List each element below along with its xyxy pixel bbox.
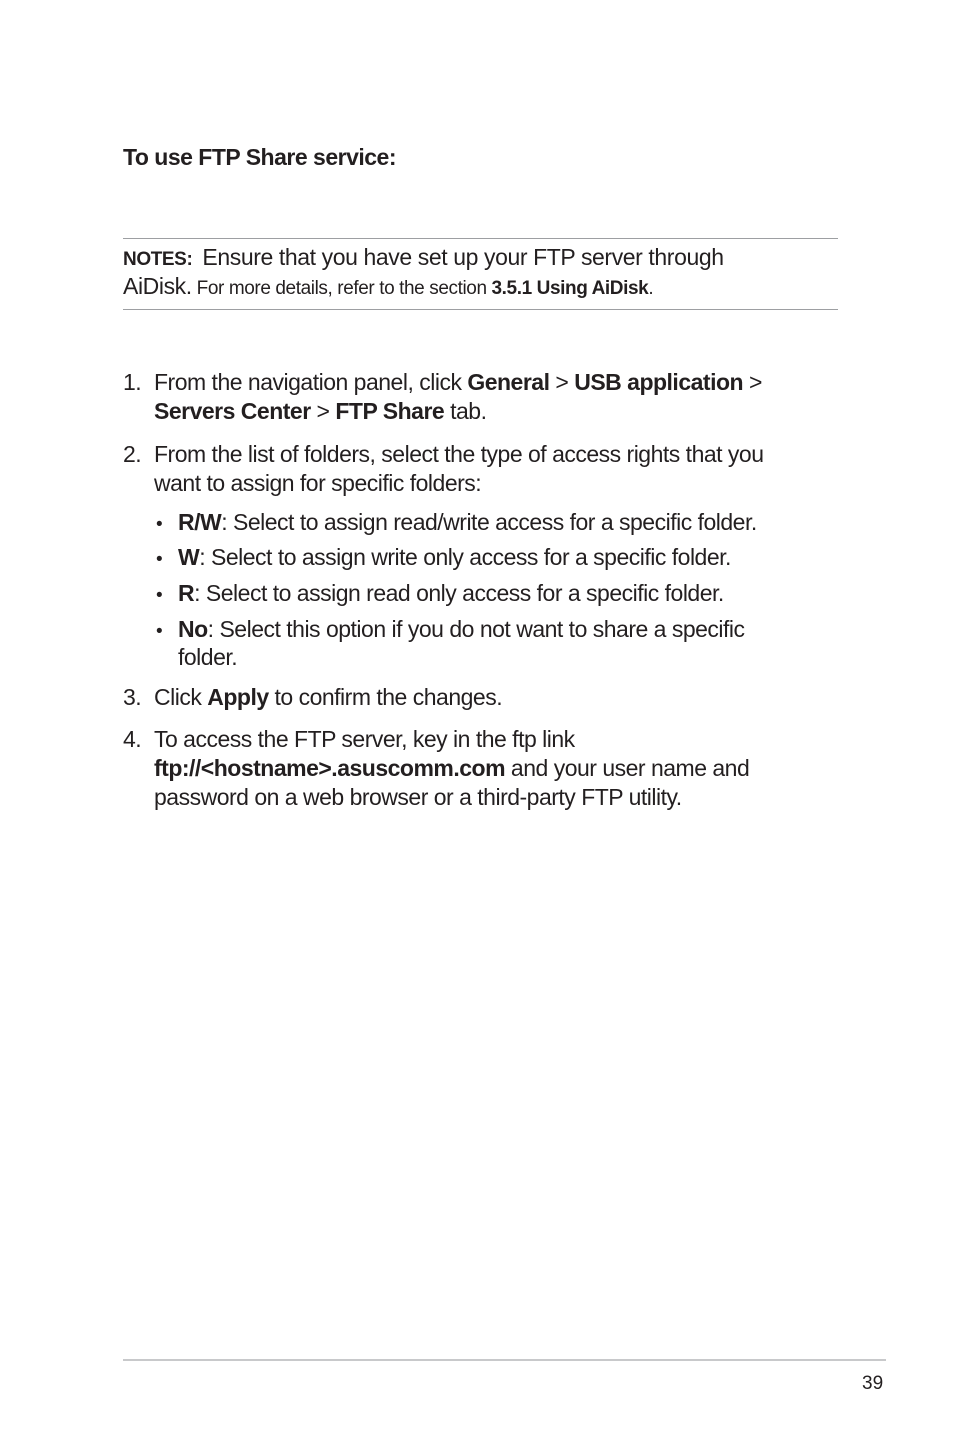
notes-section-ref: 3.5.1 Using AiDisk	[491, 278, 649, 299]
bullet-rw	[178, 509, 757, 536]
notes-text-end: .	[648, 278, 654, 299]
notes-line-1	[123, 244, 724, 271]
bullet-r-term: R	[178, 580, 195, 606]
footer-rule	[123, 1359, 886, 1361]
bullet-r-text: : Select to assign read only access for a specific folder.	[194, 580, 724, 606]
step-2-line-1: From the list of folders, select the type of access rights that you	[154, 441, 764, 467]
step-3-apply: Apply	[207, 684, 269, 710]
notes-box	[123, 238, 838, 310]
step-2-line-2: want to assign for specific folders:	[154, 470, 482, 496]
bullet-rw-text: : Select to assign read/write access for a specific folder.	[221, 509, 757, 535]
step-1-number: 1.	[123, 369, 142, 395]
notes-text-small: For more details, refer to the section	[191, 278, 492, 299]
step-1-line-1	[154, 369, 762, 396]
step-1-tab: tab.	[444, 398, 487, 424]
bullet-w-text: : Select to assign write only access for a specific folder.	[199, 544, 731, 570]
bullet-rw-mark: •	[156, 514, 163, 535]
step-2-number: 2.	[123, 441, 142, 467]
bullet-rw-term: R/W	[178, 509, 222, 535]
bullet-no-mark: •	[156, 621, 163, 642]
step-4-line-3: password on a web browser or a third-party FTP utility.	[154, 784, 682, 810]
step-1-servers-center: Servers Center	[154, 398, 311, 424]
step-4-text-2: and your user name and	[505, 755, 750, 781]
bullet-no-term: No	[178, 616, 208, 642]
step-4-line-2	[154, 755, 749, 782]
step-1-text: From the navigation panel, click	[154, 369, 468, 395]
notes-text-1: Ensure that you have set up your FTP server through	[202, 244, 724, 270]
bullet-w-term: W	[178, 544, 200, 570]
step-1-sep-2: >	[743, 369, 762, 395]
step-1-sep: >	[549, 369, 575, 395]
notes-text-2: AiDisk.	[123, 273, 192, 299]
page-number: 39	[862, 1373, 884, 1394]
step-1-ftp-share: FTP Share	[335, 398, 445, 424]
bullet-w-mark: •	[156, 549, 163, 570]
notes-label: NOTES:	[123, 249, 193, 270]
bullet-no-line-2: folder.	[178, 644, 238, 670]
step-4-ftp-link: ftp://<hostname>.asuscomm.com	[154, 755, 506, 781]
step-1-usb-application: USB application	[574, 369, 744, 395]
step-4-line-1: To access the FTP server, key in the ftp link	[154, 726, 575, 752]
step-3-text-2: to confirm the changes.	[268, 684, 503, 710]
step-1-sep-3: >	[310, 398, 336, 424]
bullet-no-text: : Select this option if you do not want to share a specific	[207, 616, 745, 642]
step-1-line-2	[154, 398, 486, 425]
notes-line-2	[123, 273, 653, 300]
step-1-general: General	[467, 369, 550, 395]
bullet-r-mark: •	[156, 585, 163, 606]
step-4-number: 4.	[123, 726, 142, 752]
bullet-no	[178, 616, 745, 643]
section-heading: To use FTP Share service:	[123, 144, 396, 170]
step-3-line	[154, 684, 502, 711]
step-3-text: Click	[154, 684, 208, 710]
bullet-r	[178, 580, 724, 607]
step-3-number: 3.	[123, 684, 142, 710]
bullet-w	[178, 544, 731, 571]
